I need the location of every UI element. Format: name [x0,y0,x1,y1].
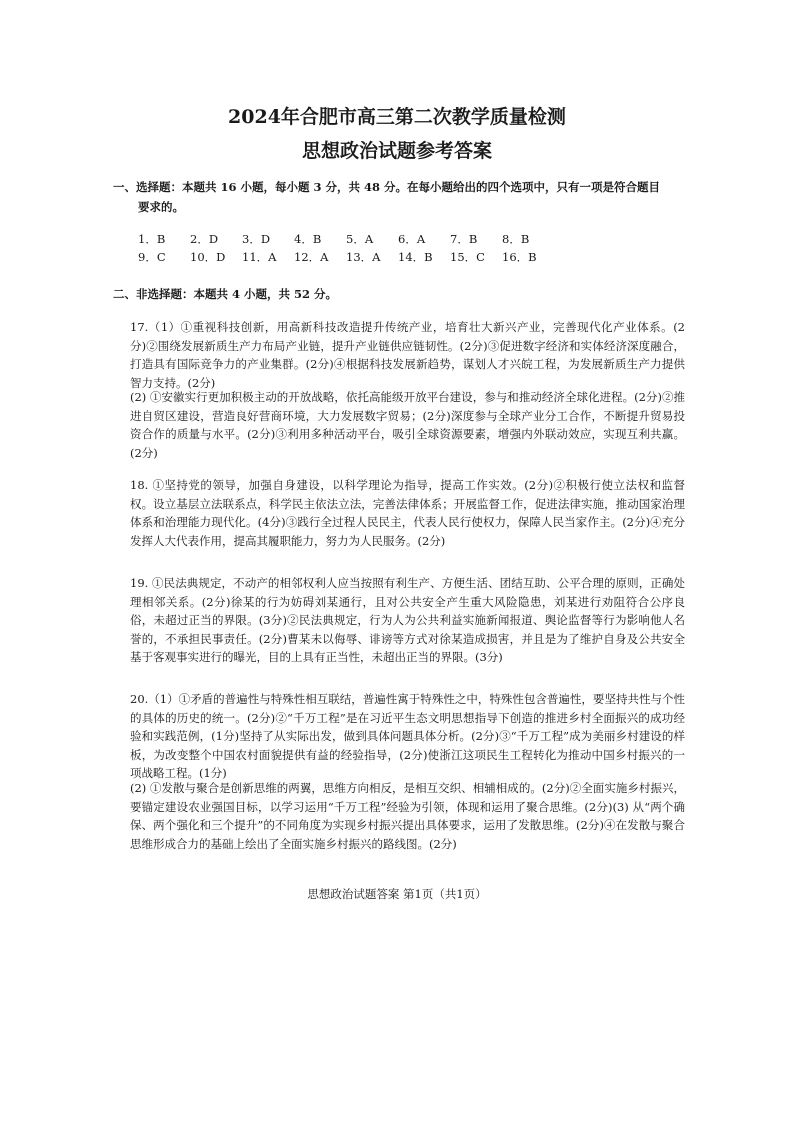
answer-item: 9．C [138,250,166,264]
answer-q17-part1 [130,318,685,392]
answer-item: 16．B [502,250,537,264]
answer-item: 14．B [398,250,433,264]
answer-q19 [130,574,685,667]
answer-item: 4．B [294,232,322,246]
answer-item: 15．C [450,250,485,264]
answer-item: 1．B [138,232,166,246]
answer-q17-part2 [130,388,685,462]
answer-text: (2) ①发散与聚合是创新思维的两翼，思维方向相反，是相互交织、相辅相成的。(2分)②全面实施乡村振兴，要锚定建设农业强国目标，以学习运用“千万工程”经验为引领，体现和运用了聚合思维。(2分)(3) 从“两个确保、两个强化和三个提升”的不同角度为实现乡村振兴提出具体要求，运用了发散思维。(2分)④在发散与聚合思维形成合力的基础上绘出了全面实施乡村振兴的路线图。(2分) [130,781,685,851]
section1-heading-line1: 一、选择题：本题共 16 小题，每小题 3 分，共 48 分。在每小题给出的四个选项中，只有一项是符合题目 [113,180,661,194]
answer-item: 12．A [294,250,329,264]
answer-item: 3．D [242,232,271,246]
answer-key-row [138,230,554,248]
answer-item: 7．B [450,232,478,246]
answer-text: 19. ①民法典规定，不动产的相邻权利人应当按照有利生产、方便生活、团结互助、公平合理的原则，正确处理相邻关系。(2分)徐某的行为妨碍刘某通行，且对公共安全产生重大风险隐患，刘某进行劝阻符合公序良俗，未超过正当的界限。(3分)②民法典规定，行为人为公共利益实施新闻报道、舆论监督等行为影响他人名誉的，不承担民事责任。(2分)曹某未以侮辱、诽谤等方式对徐某造成损害，并且是为了维护自身及公共安全基于客观事实进行的曝光，目的上具有正当性，未超出正当的界限。(3分) [130,576,685,665]
answer-item: 6．A [398,232,426,246]
answer-q20-part1 [130,690,685,783]
answer-q18 [130,476,685,550]
section1-heading-line2: 要求的。 [138,200,184,214]
answer-text: 20.（1）①矛盾的普遍性与特殊性相互联结，普遍性寓于特殊性之中，特殊性包含普遍性，要坚持共性与个性的具体的历史的统一。(2分)②“千万工程”是在习近平生态文明思想指导下创造的推进乡村全面振兴的成功经验和实践范例，(1分)坚持了从实际出发，做到具体问题具体分析。(2分)③“千万工程”成为美丽乡村建设的样板，为改变整个中国农村面貌提供有益的经验指导，(2分)使浙江这项民生工程转化为推动中国乡村振兴的一项战略工程。(1分) [130,692,685,781]
section-heading-non-choice: 二、非选择题：本题共 4 小题，共 52 分。 [113,287,338,301]
answer-item: 13．A [346,250,381,264]
answer-item: 10．D [190,250,226,264]
document-title: 2024年合肥市高三第二次教学质量检测 [228,106,566,128]
answer-item: 11．A [242,250,277,264]
answer-text: 17.（1）①重视科技创新，用高新科技改造提升传统产业，培育壮大新兴产业，完善现代化产业体系。(2分)②围绕发展新质生产力布局产业链，提升产业链供应链韧性。(2分)③促进数字经济和实体经济深度融合，打造具有国际竞争力的产业集群。(2分)④根据科技发展新趋势，谋划人才兴皖工程，为发展新质生产力提供智力支持。(2分) [130,320,685,390]
page-footer: 思想政治试题答案 第1页（共1页） [307,887,487,901]
answer-key-row [138,248,554,266]
answer-item: 5．A [346,232,374,246]
answer-item: 8．B [502,232,530,246]
answer-text: 18. ①坚持党的领导，加强自身建设，以科学理论为指导，提高工作实效。(2分)②积极行使立法权和监督权。设立基层立法联系点，科学民主依法立法，完善法律体系；开展监督工作，促进法律实施，推动国家治理体系和治理能力现代化。(4分)③践行全过程人民民主，代表人民行使权力，保障人民当家作主。(2分)④充分发挥人大代表作用，提高其履职能力，努力为人民服务。(2分) [130,478,685,548]
answer-q20-part2 [130,779,685,853]
answer-item: 2．D [190,232,219,246]
document-subtitle: 思想政治试题参考答案 [301,140,492,162]
section-heading-multiple-choice [113,177,685,217]
answer-text: (2) ①安徽实行更加积极主动的开放战略，依托高能级开放平台建设，参与和推动经济全球化进程。(2分)②推进自贸区建设，营造良好营商环境，大力发展数字贸易；(2分)深度参与全球产业分工合作，不断提升贸易投资合作的质量与水平。(2分)③利用多种活动平台，吸引全球资源要素，增强内外联动效应，实现互利共赢。(2分) [130,390,685,460]
